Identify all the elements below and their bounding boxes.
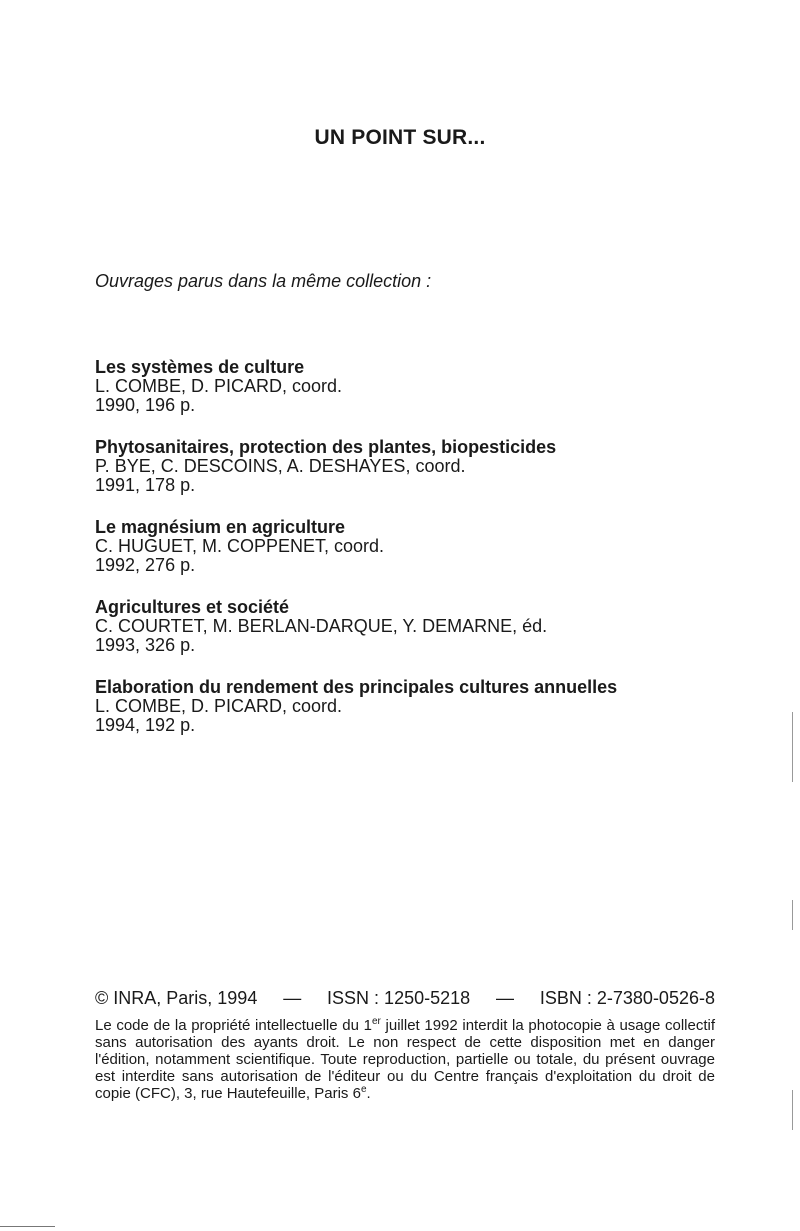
book-title: Phytosanitaires, protection des plantes, biopesticides — [95, 437, 557, 457]
book-publication: 1991, 178 p. — [95, 475, 196, 495]
scan-edge-mark — [792, 712, 793, 782]
isbn: ISBN : 2-7380-0526-8 — [539, 988, 715, 1008]
book-title: Elaboration du rendement des principales cultures annuelles — [95, 677, 618, 697]
legal-superscript: er — [371, 1016, 381, 1027]
legal-text: Le code de la propriété intellectuelle du 1 — [95, 1017, 372, 1034]
book-authors: C. COURTET, M. BERLAN-DARQUE, Y. DEMARNE, éd. — [95, 616, 548, 636]
book-entry — [95, 598, 735, 655]
scan-edge-mark — [792, 900, 793, 930]
book-publication: 1993, 326 p. — [95, 635, 196, 655]
separator-dash: — — [496, 988, 515, 1008]
copyright-publisher: © INRA, Paris, 1994 — [95, 988, 258, 1008]
book-authors: P. BYE, C. DESCOINS, A. DESHAYES, coord. — [95, 456, 466, 476]
collection-intro: Ouvrages parus dans la même collection : — [95, 271, 432, 291]
bottom-rule — [0, 1226, 55, 1227]
issn: ISSN : 1250-5218 — [327, 988, 471, 1008]
book-publication: 1992, 276 p. — [95, 555, 196, 575]
copyright-line — [95, 988, 715, 1009]
book-title: Les systèmes de culture — [95, 357, 305, 377]
book-publication: 1994, 192 p. — [95, 715, 196, 735]
book-list — [95, 358, 735, 758]
separator-dash: — — [283, 988, 302, 1008]
series-title: UN POINT SUR... — [314, 126, 486, 149]
book-authors: C. HUGUET, M. COPPENET, coord. — [95, 536, 385, 556]
legal-superscript: e — [360, 1084, 367, 1095]
scan-edge-mark — [792, 1090, 793, 1130]
legal-text: . — [366, 1085, 371, 1102]
book-title: Le magnésium en agriculture — [95, 517, 346, 537]
legal-text: juillet 1992 interdit la photocopie à usage collectif sans autorisation des ayants droit. Le non respect de cette disposition met en danger l'édition, notamment scientifique. Toute reproduction, partielle ou totale, du présent ouvrage est interdite sans autorisation de l'éditeur ou du Centre français d'exploitation du droit de copie (CFC), 3, rue Hautefeuille, Paris 6 — [95, 1017, 715, 1102]
book-authors: L. COMBE, D. PICARD, coord. — [95, 376, 343, 396]
book-title: Agricultures et société — [95, 597, 290, 617]
legal-notice — [95, 1017, 715, 1102]
book-publication: 1990, 196 p. — [95, 395, 196, 415]
book-entry — [95, 438, 735, 495]
book-entry — [95, 678, 735, 735]
book-entry — [95, 518, 735, 575]
book-authors: L. COMBE, D. PICARD, coord. — [95, 696, 343, 716]
book-entry — [95, 358, 735, 415]
